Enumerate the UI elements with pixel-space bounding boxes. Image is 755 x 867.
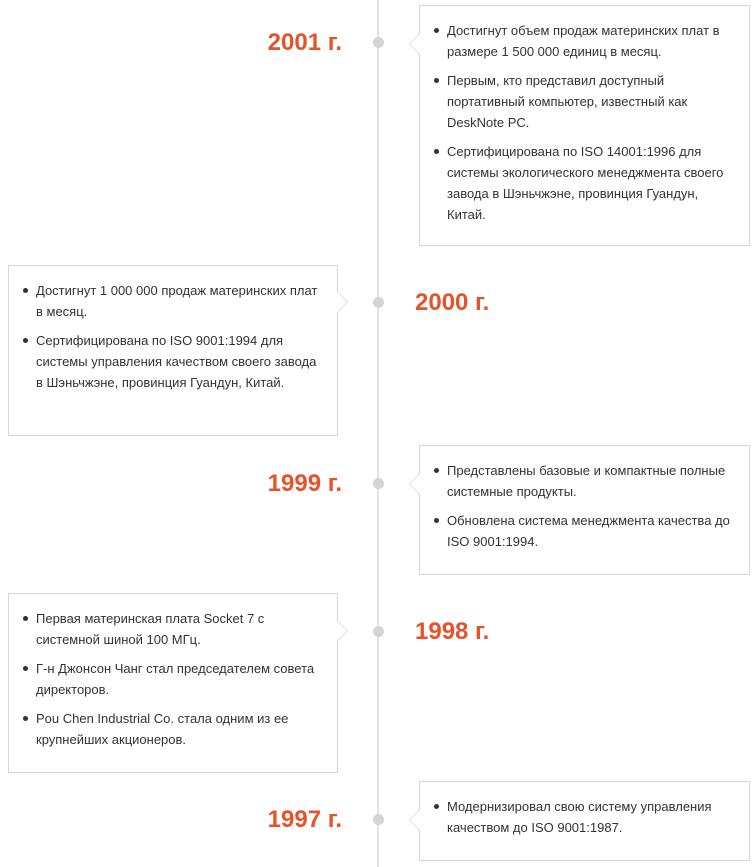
list-item: Достигнут 1 000 000 продаж материнских плат в месяц.: [36, 280, 321, 322]
timeline-dot-1999: [373, 478, 384, 489]
list-item: Сертифицирована по ISO 9001:1994 для системы управления качеством своего завода в Шэньчжэне, провинция Гуандун, Китай.: [36, 330, 321, 393]
timeline-dot-2000: [373, 297, 384, 308]
year-label-1997: 1997 г.: [267, 806, 342, 833]
timeline-card-1998: [8, 593, 338, 773]
card-pointer: [409, 473, 420, 495]
list-item: Г-н Джонсон Чанг стал председателем совета директоров.: [36, 658, 321, 700]
event-list: [21, 280, 321, 393]
list-item: Представлены базовые и компактные полные системные продукты.: [447, 460, 733, 502]
event-list: [432, 20, 733, 225]
card-pointer: [337, 620, 348, 642]
year-label-1998: 1998 г.: [415, 618, 490, 645]
timeline-card-1999: [419, 445, 750, 575]
list-item: Pou Chen Industrial Co. стала одним из ее крупнейших акционеров.: [36, 708, 321, 750]
year-label-1999: 1999 г.: [267, 470, 342, 497]
timeline-dot-1997: [373, 814, 384, 825]
event-list: [432, 796, 733, 838]
timeline-dot-2001: [373, 37, 384, 48]
list-item: Модернизировал свою систему управления качеством до ISO 9001:1987.: [447, 796, 733, 838]
timeline-card-2001: [419, 5, 750, 246]
event-list: [21, 608, 321, 750]
list-item: Сертифицирована по ISO 14001:1996 для системы экологического менеджмента своего завода в Шэньчжэне, провинция Гуандун, Китай.: [447, 141, 733, 225]
timeline-card-2000: [8, 265, 338, 436]
event-list: [432, 460, 733, 552]
timeline-line: [377, 0, 379, 867]
timeline-card-1997: [419, 781, 750, 861]
list-item: Первым, кто представил доступный портативный компьютер, известный как DeskNote PC.: [447, 70, 733, 133]
list-item: Достигнут объем продаж материнских плат в размере 1 500 000 единиц в месяц.: [447, 20, 733, 62]
card-pointer: [409, 33, 420, 55]
year-label-2000: 2000 г.: [415, 289, 490, 316]
list-item: Первая материнская плата Socket 7 с системной шиной 100 МГц.: [36, 608, 321, 650]
timeline-dot-1998: [373, 626, 384, 637]
card-pointer: [409, 809, 420, 831]
year-label-2001: 2001 г.: [267, 29, 342, 56]
list-item: Обновлена система менеджмента качества до ISO 9001:1994.: [447, 510, 733, 552]
card-pointer: [337, 291, 348, 313]
